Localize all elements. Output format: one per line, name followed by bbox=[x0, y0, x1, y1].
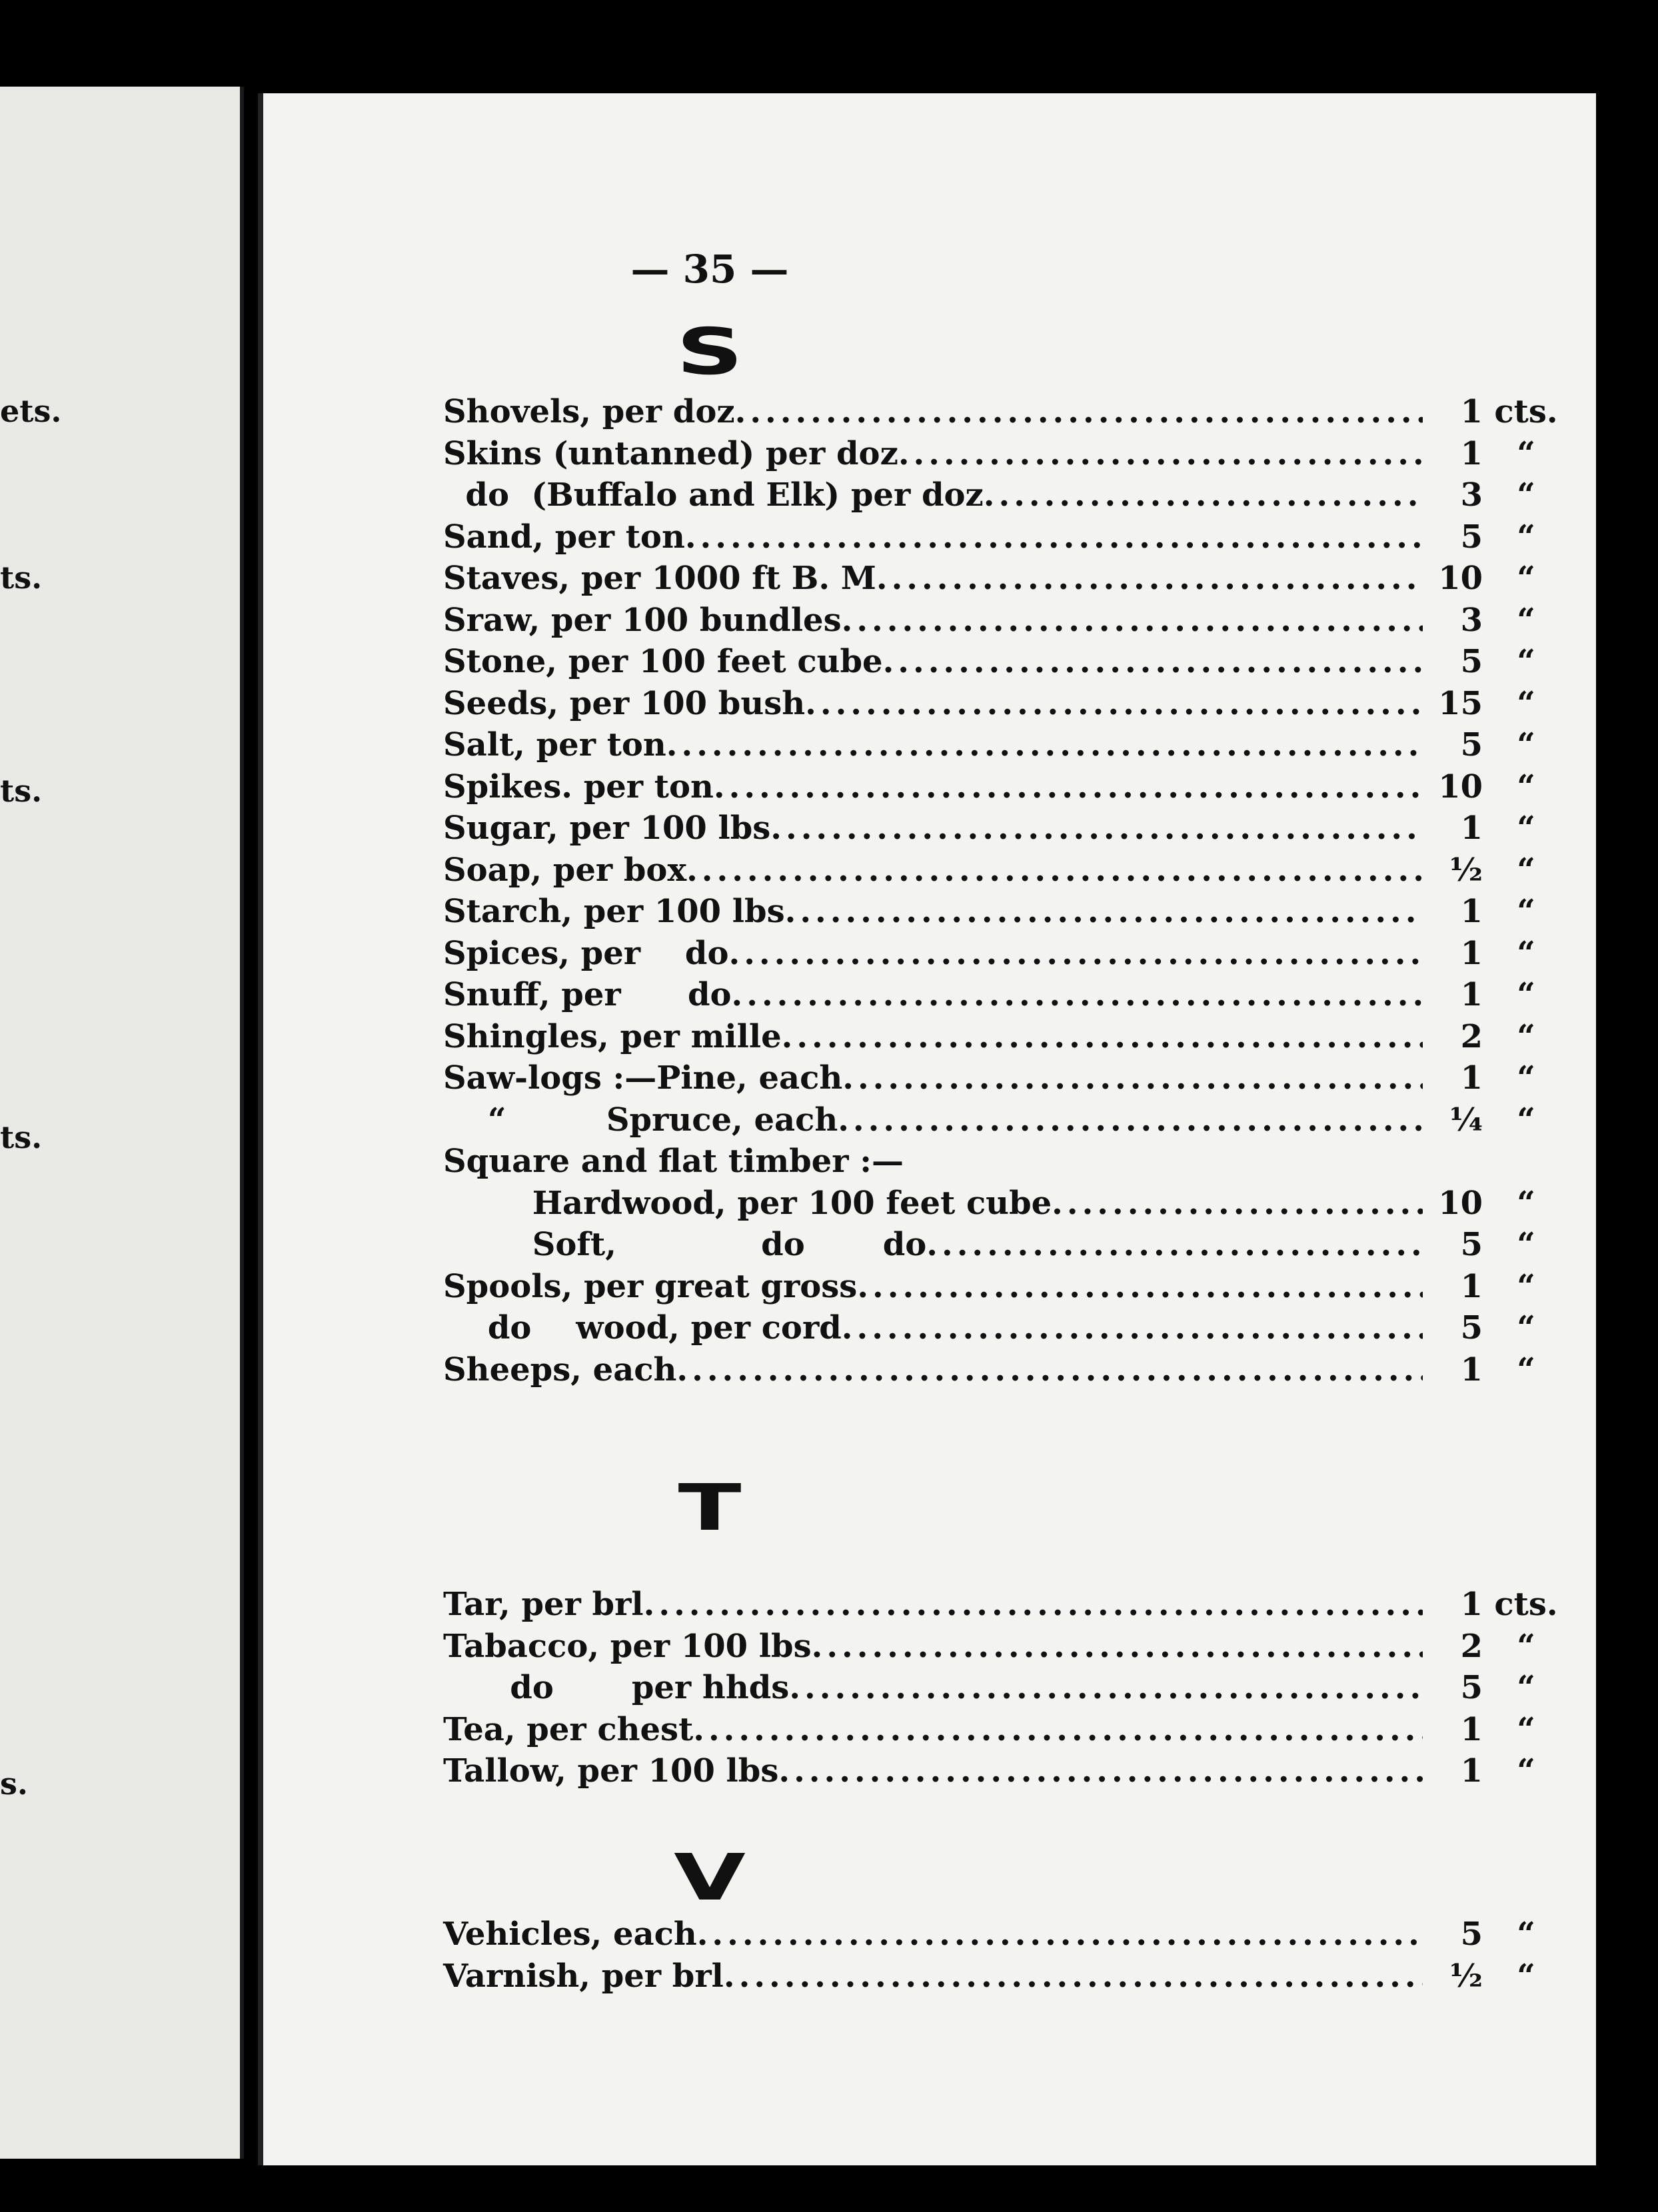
item-value: 1 bbox=[1460, 893, 1483, 930]
item-label: Tar, per brl bbox=[443, 1586, 644, 1623]
item-unit: “ bbox=[1517, 560, 1535, 597]
item-unit: cts. bbox=[1494, 1586, 1558, 1623]
item-unit: “ bbox=[1517, 851, 1535, 889]
tariff-row bbox=[443, 768, 1569, 810]
item-unit: “ bbox=[1517, 643, 1535, 680]
leader-dots bbox=[926, 1226, 1423, 1263]
tariff-row bbox=[443, 1185, 1569, 1227]
item-label: Saw-logs :—Pine, each bbox=[443, 1059, 843, 1097]
leader-dots bbox=[857, 1268, 1423, 1305]
tariff-row bbox=[443, 602, 1569, 644]
tariff-list-v bbox=[443, 1916, 1569, 1999]
item-label: do per hhds bbox=[443, 1669, 790, 1706]
leader-dots bbox=[842, 1309, 1423, 1347]
leader-dots bbox=[1052, 1185, 1423, 1222]
item-unit: “ bbox=[1517, 726, 1535, 764]
item-value: 1 bbox=[1460, 1351, 1483, 1388]
tariff-row bbox=[443, 1351, 1569, 1393]
tariff-row bbox=[443, 1669, 1569, 1711]
item-value: 1 bbox=[1460, 1752, 1483, 1790]
item-value: 5 bbox=[1460, 1669, 1483, 1706]
item-label: “ Spruce, each bbox=[443, 1101, 838, 1139]
leader-dots bbox=[685, 518, 1423, 556]
item-value: 5 bbox=[1460, 1309, 1483, 1347]
item-unit: “ bbox=[1517, 976, 1535, 1013]
item-label: Square and flat timber :— bbox=[443, 1143, 904, 1180]
item-value: 1 bbox=[1460, 934, 1483, 972]
tariff-row bbox=[443, 1059, 1569, 1101]
tariff-row bbox=[443, 1268, 1569, 1310]
item-value: 10 bbox=[1438, 768, 1483, 806]
item-unit: “ bbox=[1517, 1957, 1535, 1995]
item-value: 15 bbox=[1438, 684, 1483, 722]
item-label: Snuff, per do bbox=[443, 976, 732, 1013]
tariff-row bbox=[443, 1309, 1569, 1351]
item-label: Stone, per 100 feet cube bbox=[443, 643, 883, 680]
item-label: Hardwood, per 100 feet cube bbox=[443, 1184, 1052, 1222]
page-number: — 35 — bbox=[630, 247, 789, 292]
item-value: 3 bbox=[1460, 601, 1483, 639]
book-page bbox=[263, 93, 1596, 2165]
tariff-row bbox=[443, 435, 1569, 477]
item-value: 1 bbox=[1460, 810, 1483, 847]
item-unit: cts. bbox=[1494, 393, 1558, 430]
leader-dots bbox=[984, 476, 1423, 514]
tariff-row bbox=[443, 1018, 1569, 1060]
item-unit: “ bbox=[1517, 1017, 1535, 1055]
tariff-row bbox=[443, 560, 1569, 602]
leader-dots bbox=[666, 726, 1423, 764]
item-unit: “ bbox=[1517, 1752, 1535, 1790]
item-unit: “ bbox=[1517, 601, 1535, 639]
left-page-fragment: ets. bbox=[0, 393, 62, 429]
leader-dots bbox=[876, 560, 1423, 597]
leader-dots bbox=[693, 1711, 1423, 1748]
leader-dots bbox=[785, 893, 1423, 930]
item-value: ½ bbox=[1449, 851, 1483, 889]
leader-dots bbox=[883, 643, 1423, 680]
tariff-row bbox=[443, 1226, 1569, 1268]
item-unit: “ bbox=[1517, 434, 1535, 472]
tariff-row bbox=[443, 1628, 1569, 1670]
item-label: Tabacco, per 100 lbs bbox=[443, 1627, 812, 1665]
item-label: Tea, per chest bbox=[443, 1710, 694, 1748]
leader-dots bbox=[697, 1916, 1423, 1953]
tariff-row bbox=[443, 1752, 1569, 1794]
tariff-row bbox=[443, 851, 1569, 893]
item-unit: “ bbox=[1517, 1710, 1535, 1748]
leader-dots bbox=[770, 810, 1423, 847]
item-label: Starch, per 100 lbs bbox=[443, 893, 785, 930]
item-value: 5 bbox=[1460, 1226, 1483, 1263]
item-label: Spikes. per ton bbox=[443, 768, 714, 806]
item-unit: “ bbox=[1517, 684, 1535, 722]
tariff-row bbox=[443, 393, 1569, 435]
tariff-row bbox=[443, 893, 1569, 935]
tariff-list-s bbox=[443, 393, 1569, 1392]
item-value: 3 bbox=[1460, 476, 1483, 514]
item-value: 1 bbox=[1460, 1710, 1483, 1748]
item-label: Sraw, per 100 bundles bbox=[443, 601, 842, 639]
item-value: 1 bbox=[1460, 976, 1483, 1013]
tariff-list-t bbox=[443, 1586, 1569, 1794]
leader-dots bbox=[686, 851, 1423, 889]
item-unit: “ bbox=[1517, 1916, 1535, 1953]
leader-dots bbox=[805, 685, 1423, 722]
item-label: do wood, per cord bbox=[443, 1309, 842, 1347]
leader-dots bbox=[842, 1059, 1423, 1097]
leader-dots bbox=[782, 1018, 1423, 1055]
item-label: Shingles, per mille bbox=[443, 1017, 782, 1055]
leader-dots bbox=[735, 393, 1423, 430]
item-unit: “ bbox=[1517, 1351, 1535, 1388]
item-unit: “ bbox=[1517, 518, 1535, 556]
tariff-row bbox=[443, 685, 1569, 727]
item-value: 1 bbox=[1460, 1267, 1483, 1305]
leader-dots bbox=[724, 1957, 1423, 1995]
left-page-fragment: ts. bbox=[0, 1119, 43, 1155]
tariff-row bbox=[443, 518, 1569, 560]
tariff-row bbox=[443, 1957, 1569, 1999]
tariff-row bbox=[443, 726, 1569, 768]
item-label: Sheeps, each bbox=[443, 1351, 677, 1388]
item-label: Seeds, per 100 bush bbox=[443, 684, 806, 722]
tariff-row bbox=[443, 1916, 1569, 1957]
item-unit: “ bbox=[1517, 1267, 1535, 1305]
item-value: 2 bbox=[1460, 1627, 1483, 1665]
item-label: Sugar, per 100 lbs bbox=[443, 810, 771, 847]
item-value: 1 bbox=[1460, 1586, 1483, 1623]
item-label: Soft, do do bbox=[443, 1226, 927, 1263]
left-page-fragment: s. bbox=[0, 1766, 28, 1802]
item-value: 5 bbox=[1460, 518, 1483, 556]
tariff-row bbox=[443, 1143, 1569, 1185]
item-unit: “ bbox=[1517, 810, 1535, 847]
item-value: 5 bbox=[1460, 726, 1483, 764]
item-value: 2 bbox=[1460, 1017, 1483, 1055]
tariff-row bbox=[443, 810, 1569, 851]
item-label: Tallow, per 100 lbs bbox=[443, 1752, 779, 1790]
leader-dots bbox=[838, 1101, 1423, 1139]
section-letter-s: S bbox=[676, 314, 744, 389]
leader-dots bbox=[812, 1628, 1423, 1665]
leader-dots bbox=[778, 1752, 1423, 1790]
item-value: ¼ bbox=[1449, 1101, 1483, 1139]
item-unit: “ bbox=[1517, 1669, 1535, 1706]
leader-dots bbox=[676, 1351, 1423, 1388]
item-unit: “ bbox=[1517, 768, 1535, 806]
leader-dots bbox=[789, 1669, 1423, 1706]
section-letter-v: V bbox=[674, 1840, 746, 1915]
tariff-row bbox=[443, 1586, 1569, 1628]
leader-dots bbox=[644, 1586, 1423, 1623]
item-value: 1 bbox=[1460, 1059, 1483, 1097]
tariff-row bbox=[443, 1101, 1569, 1143]
item-label: Skins (untanned) per doz bbox=[443, 434, 898, 472]
item-unit: “ bbox=[1517, 1627, 1535, 1665]
item-label: Staves, per 1000 ft B. M bbox=[443, 560, 876, 597]
item-label: Sand, per ton bbox=[443, 518, 685, 556]
item-value: ½ bbox=[1449, 1957, 1483, 1995]
tariff-row bbox=[443, 935, 1569, 977]
item-value: 10 bbox=[1438, 1184, 1483, 1222]
item-unit: “ bbox=[1517, 1101, 1535, 1139]
leader-dots bbox=[898, 435, 1423, 472]
leader-dots bbox=[732, 976, 1423, 1013]
leader-dots bbox=[728, 935, 1423, 972]
left-page-fragment: ts. bbox=[0, 773, 43, 809]
item-unit: “ bbox=[1517, 1226, 1535, 1263]
item-unit: “ bbox=[1517, 476, 1535, 514]
leader-dots bbox=[714, 768, 1423, 806]
leader-dots bbox=[842, 602, 1423, 639]
item-unit: “ bbox=[1517, 893, 1535, 930]
section-letter-t: T bbox=[678, 1470, 742, 1545]
item-label: Spices, per do bbox=[443, 934, 729, 972]
item-label: Soap, per box bbox=[443, 851, 687, 889]
item-unit: “ bbox=[1517, 1309, 1535, 1347]
item-value: 5 bbox=[1460, 643, 1483, 680]
item-label: Varnish, per brl bbox=[443, 1957, 724, 1995]
item-unit: “ bbox=[1517, 1059, 1535, 1097]
tariff-row bbox=[443, 476, 1569, 518]
item-label: Salt, per ton bbox=[443, 726, 666, 764]
item-label: Spools, per great gross bbox=[443, 1267, 858, 1305]
item-label: do (Buffalo and Elk) per doz bbox=[443, 476, 984, 514]
tariff-row bbox=[443, 1711, 1569, 1753]
item-value: 10 bbox=[1438, 560, 1483, 597]
left-page-fragment: ts. bbox=[0, 560, 43, 596]
item-value: 5 bbox=[1460, 1916, 1483, 1953]
item-label: Vehicles, each bbox=[443, 1916, 697, 1953]
item-unit: “ bbox=[1517, 1184, 1535, 1222]
item-value: 1 bbox=[1460, 393, 1483, 430]
tariff-row bbox=[443, 643, 1569, 685]
item-label: Shovels, per doz bbox=[443, 393, 735, 430]
item-value: 1 bbox=[1460, 434, 1483, 472]
item-unit: “ bbox=[1517, 934, 1535, 972]
tariff-row bbox=[443, 976, 1569, 1018]
